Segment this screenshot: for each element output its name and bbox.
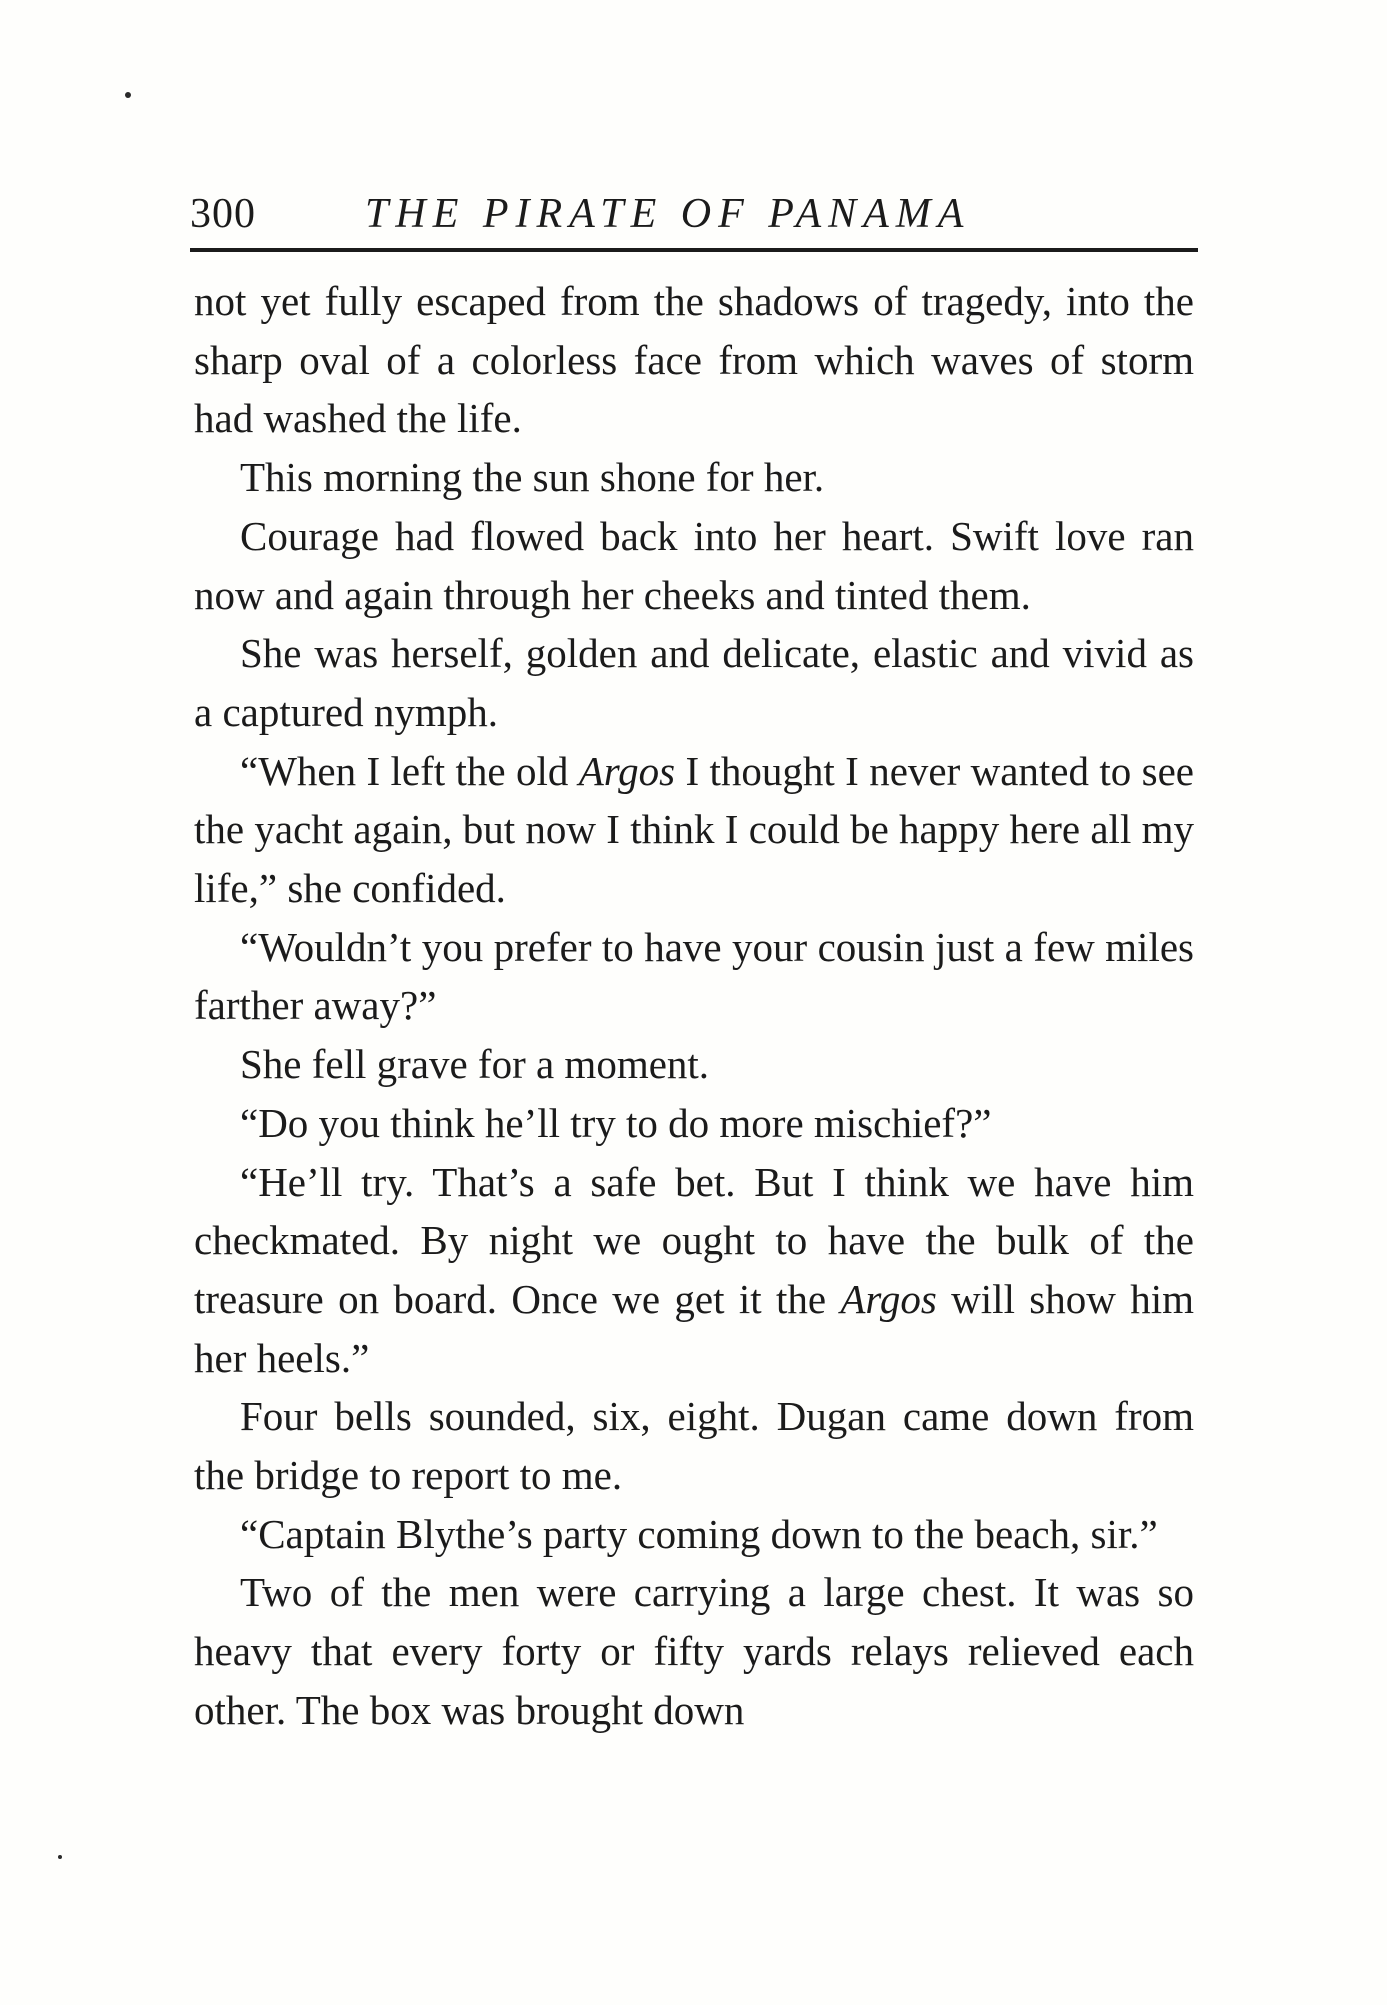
paragraph (194, 1153, 1194, 1388)
text-run: not yet fully escaped from the shadows of tragedy, into the sharp oval of a colorless face from which waves of storm had washed the life. (194, 278, 1194, 442)
paragraph (194, 1387, 1194, 1504)
paragraph (194, 624, 1194, 741)
text-run: “When I left the old (240, 747, 579, 794)
paragraph (194, 918, 1194, 1035)
page-speck (125, 92, 131, 98)
text-run: “He’ll try. That’s a safe bet. But I think we have him checkmated. By night we ought to have the bulk of the treasure on board. Once we get it the (194, 1158, 1194, 1322)
running-head: THE PIRATE OF PANAMA (365, 191, 971, 237)
page-number: 300 (190, 191, 256, 237)
paragraph (194, 1505, 1194, 1564)
text-run: She was herself, golden and delicate, elastic and vivid as a captured nymph. (194, 630, 1194, 735)
body-text (194, 272, 1194, 1740)
text-run: Four bells sounded, six, eight. Dugan came down from the bridge to report to me. (194, 1393, 1194, 1499)
text-run: This morning the sun shone for her. (240, 454, 825, 501)
text-run: I thought I never wanted to see the yacht again, but now I think I could be happy here all my life,” she confided. (194, 747, 1194, 912)
text-run: She fell grave for a moment. (240, 1041, 710, 1088)
page-header (190, 188, 1198, 240)
text-run: “Do you think he’ll try to do more mischief?” (240, 1099, 992, 1146)
page-speck (58, 1855, 62, 1859)
paragraph (194, 272, 1194, 448)
paragraph (194, 507, 1194, 624)
text-run: “Wouldn’t you prefer to have your cousin just a few miles farther away?” (194, 923, 1194, 1029)
paragraph (194, 1094, 1194, 1153)
paragraph (194, 1563, 1194, 1739)
paragraph (194, 742, 1194, 918)
paragraph (194, 448, 1194, 507)
ship-name: Argos (840, 1275, 937, 1322)
text-run: “Captain Blythe’s party coming down to the beach, sir.” (240, 1510, 1158, 1557)
paragraph (194, 1035, 1194, 1094)
text-run: will show him her heels.” (194, 1275, 1194, 1381)
header-rule (190, 248, 1198, 252)
ship-name: Argos (578, 747, 676, 794)
text-run: Two of the men were carrying a large chest. It was so heavy that every forty or fifty yards relays relieved each other. The box was brought down (194, 1569, 1194, 1733)
text-run: Courage had flowed back into her heart. Swift love ran now and again through her cheeks and tinted them. (194, 512, 1194, 618)
